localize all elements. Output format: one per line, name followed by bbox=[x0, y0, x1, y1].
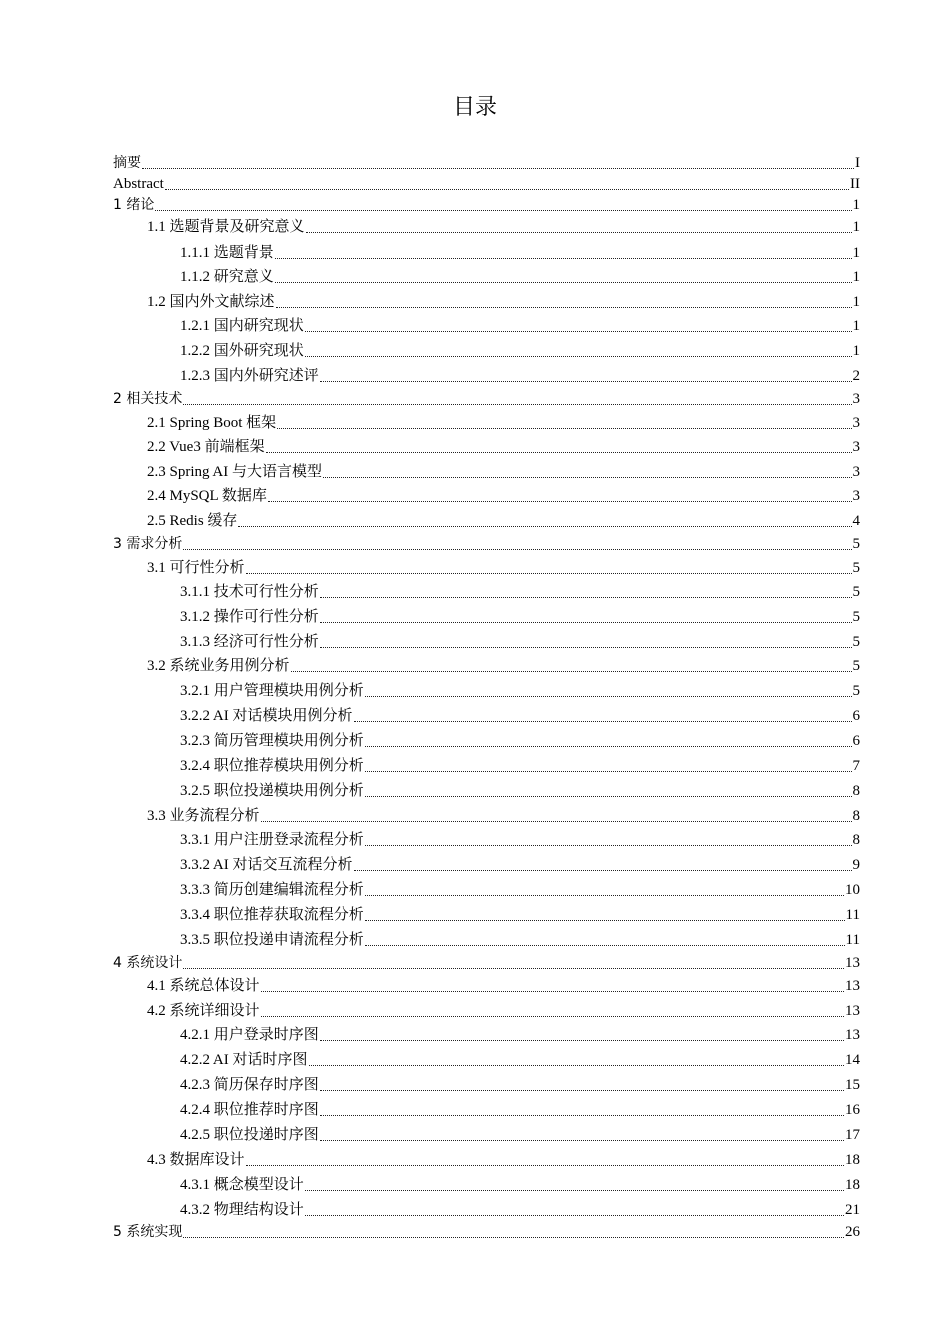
toc-entry-label: 1.2.1 国内研究现状 bbox=[180, 318, 304, 334]
toc-entry-page: 14 bbox=[845, 1052, 860, 1068]
toc-entry[interactable] bbox=[180, 240, 860, 262]
dot-leader bbox=[320, 380, 852, 382]
dot-leader bbox=[320, 1114, 844, 1116]
toc-entry[interactable] bbox=[180, 678, 860, 700]
toc-entry[interactable] bbox=[180, 1072, 860, 1094]
dot-leader bbox=[365, 894, 844, 896]
toc-entry-page: 10 bbox=[845, 882, 860, 898]
dot-leader bbox=[261, 990, 844, 992]
dot-leader bbox=[165, 188, 849, 190]
toc-entry[interactable] bbox=[180, 927, 860, 949]
toc-entry-page: 5 bbox=[852, 658, 860, 674]
dot-leader bbox=[365, 795, 852, 797]
dot-leader bbox=[183, 967, 844, 969]
toc-entry-label: 1.1 选题背景及研究意义 bbox=[147, 219, 305, 235]
toc-entry-page: 5 bbox=[852, 536, 860, 552]
toc-entry[interactable] bbox=[113, 1219, 860, 1241]
toc-entry-page: 3 bbox=[852, 488, 860, 504]
toc-entry-page: 6 bbox=[852, 708, 860, 724]
toc-entry-page: 2 bbox=[852, 368, 860, 384]
toc-entry-label: 4 系统设计 bbox=[113, 955, 183, 971]
toc-entry-label: 3.3.1 用户注册登录流程分析 bbox=[180, 832, 364, 848]
toc-entry[interactable] bbox=[113, 950, 860, 972]
toc-entry-label: 1.1.2 研究意义 bbox=[180, 269, 274, 285]
toc-entry-label: 4.2.3 简历保存时序图 bbox=[180, 1077, 319, 1093]
dot-leader bbox=[277, 427, 851, 429]
toc-entry[interactable] bbox=[113, 192, 860, 214]
toc-entry-page: 8 bbox=[852, 783, 860, 799]
toc-entry-label: 1.2 国内外文献综述 bbox=[147, 294, 275, 310]
toc-entry[interactable] bbox=[147, 803, 860, 825]
toc-entry-page: 3 bbox=[852, 439, 860, 455]
toc-entry-label: 4.2.2 AI 对话时序图 bbox=[180, 1052, 308, 1068]
toc-entry-page: 5 bbox=[852, 609, 860, 625]
toc-entry-label: 3.2.1 用户管理模块用例分析 bbox=[180, 683, 364, 699]
dot-leader bbox=[320, 596, 852, 598]
toc-entry-page: 5 bbox=[852, 683, 860, 699]
toc-entry-page: 1 bbox=[852, 294, 860, 310]
toc-entry-label: 3.2.2 AI 对话模块用例分析 bbox=[180, 708, 353, 724]
toc-entry-page: 7 bbox=[852, 758, 860, 774]
toc-entry-page: 1 bbox=[852, 343, 860, 359]
toc-entry-page: 17 bbox=[845, 1127, 860, 1143]
toc-entry[interactable] bbox=[147, 289, 860, 311]
dot-leader bbox=[266, 451, 852, 453]
toc-entry-page: 5 bbox=[852, 584, 860, 600]
toc-entry-label: 3.2.3 简历管理模块用例分析 bbox=[180, 733, 364, 749]
toc-entry[interactable] bbox=[180, 1197, 860, 1219]
toc-entry[interactable] bbox=[180, 264, 860, 286]
dot-leader bbox=[323, 476, 851, 478]
dot-leader bbox=[268, 500, 852, 502]
dot-leader bbox=[261, 1015, 844, 1017]
toc-entry[interactable] bbox=[147, 410, 860, 432]
toc-entry[interactable] bbox=[147, 434, 860, 456]
toc-entry-label: 1.2.3 国内外研究述评 bbox=[180, 368, 319, 384]
toc-entry[interactable] bbox=[113, 386, 860, 408]
toc-entry-label: 3.1.1 技术可行性分析 bbox=[180, 584, 319, 600]
dot-leader bbox=[183, 403, 851, 405]
toc-entry[interactable] bbox=[180, 1022, 860, 1044]
toc-entry-label: 3.3.5 职位投递申请流程分析 bbox=[180, 932, 364, 948]
toc-entry-page: 13 bbox=[845, 955, 860, 971]
dot-leader bbox=[365, 695, 852, 697]
toc-entry-page: 6 bbox=[852, 733, 860, 749]
toc-entry[interactable] bbox=[147, 214, 860, 236]
dot-leader bbox=[320, 1039, 844, 1041]
toc-entry-page: 5 bbox=[852, 560, 860, 576]
toc-entry-page: I bbox=[855, 155, 860, 171]
toc-entry-label: 4.2.1 用户登录时序图 bbox=[180, 1027, 319, 1043]
toc-entry-label: 2.2 Vue3 前端框架 bbox=[147, 439, 265, 455]
toc-entry[interactable] bbox=[113, 531, 860, 553]
toc-entry-page: 15 bbox=[845, 1077, 860, 1093]
dot-leader bbox=[246, 1164, 844, 1166]
toc-entry-label: 2.4 MySQL 数据库 bbox=[147, 488, 267, 504]
toc-entry-label: 4.3.2 物理结构设计 bbox=[180, 1202, 304, 1218]
toc-entry-label: 3.1 可行性分析 bbox=[147, 560, 245, 576]
page-title: 目录 bbox=[452, 95, 497, 120]
toc-entry[interactable] bbox=[147, 1147, 860, 1169]
toc-entry[interactable] bbox=[180, 753, 860, 775]
toc-entry-label: 1.2.2 国外研究现状 bbox=[180, 343, 304, 359]
toc-entry-label: 4.3.1 概念模型设计 bbox=[180, 1177, 304, 1193]
toc-entry-label: 3.3.3 简历创建编辑流程分析 bbox=[180, 882, 364, 898]
toc-entry[interactable] bbox=[180, 778, 860, 800]
toc-entry-label: 3.3.2 AI 对话交互流程分析 bbox=[180, 857, 353, 873]
toc-entry-page: 1 bbox=[852, 269, 860, 285]
dot-leader bbox=[354, 720, 852, 722]
toc-entry-label: 3.3.4 职位推荐获取流程分析 bbox=[180, 907, 364, 923]
dot-leader bbox=[183, 1236, 844, 1238]
toc-entry-label: 3.1.3 经济可行性分析 bbox=[180, 634, 319, 650]
dot-leader bbox=[238, 525, 851, 527]
toc-entry-page: 1 bbox=[852, 219, 860, 235]
toc-entry[interactable] bbox=[147, 653, 860, 675]
dot-leader bbox=[275, 257, 852, 259]
toc-entry-label: 4.1 系统总体设计 bbox=[147, 978, 260, 994]
toc-entry-label: 4.2 系统详细设计 bbox=[147, 1003, 260, 1019]
dot-leader bbox=[309, 1064, 844, 1066]
toc-entry-page: 16 bbox=[845, 1102, 860, 1118]
toc-entry[interactable] bbox=[147, 459, 860, 481]
toc-entry-label: 3.3 业务流程分析 bbox=[147, 808, 260, 824]
dot-leader bbox=[183, 548, 851, 550]
toc-entry[interactable] bbox=[180, 703, 860, 725]
dot-leader bbox=[305, 330, 852, 332]
toc-entry[interactable] bbox=[180, 902, 860, 924]
dot-leader bbox=[365, 745, 852, 747]
toc-entry-label: 2 相关技术 bbox=[113, 391, 183, 407]
toc-entry[interactable] bbox=[147, 508, 860, 530]
dot-leader bbox=[365, 944, 845, 946]
toc-entry-page: II bbox=[850, 176, 860, 192]
dot-leader bbox=[291, 670, 852, 672]
toc-entry-page: 8 bbox=[852, 832, 860, 848]
toc-entry-page: 18 bbox=[845, 1177, 860, 1193]
toc-entry-label: 3 需求分析 bbox=[113, 536, 183, 552]
toc-entry-label: Abstract bbox=[113, 176, 164, 192]
toc-entry[interactable] bbox=[180, 1122, 860, 1144]
toc-entry-label: 1.1.1 选题背景 bbox=[180, 245, 274, 261]
toc-entry-label: 3.2 系统业务用例分析 bbox=[147, 658, 290, 674]
toc-entry[interactable] bbox=[180, 313, 860, 335]
toc-entry-page: 3 bbox=[852, 415, 860, 431]
toc-entry-page: 3 bbox=[852, 464, 860, 480]
toc-entry-page: 13 bbox=[845, 1027, 860, 1043]
toc-entry-page: 5 bbox=[852, 634, 860, 650]
dot-leader bbox=[261, 820, 852, 822]
toc-entry[interactable] bbox=[113, 171, 860, 193]
toc-entry[interactable] bbox=[147, 555, 860, 577]
toc-entry-page: 4 bbox=[852, 513, 860, 529]
toc-entry-label: 2.5 Redis 缓存 bbox=[147, 513, 238, 529]
toc-entry-page: 18 bbox=[845, 1152, 860, 1168]
toc-entry-page: 13 bbox=[845, 1003, 860, 1019]
toc-entry-page: 26 bbox=[845, 1224, 860, 1240]
dot-leader bbox=[365, 919, 845, 921]
dot-leader bbox=[276, 306, 852, 308]
toc-entry-page: 11 bbox=[845, 932, 860, 948]
dot-leader bbox=[320, 621, 852, 623]
toc-entry[interactable] bbox=[180, 363, 860, 385]
toc-entry-label: 5 系统实现 bbox=[113, 1224, 183, 1240]
toc-entry[interactable] bbox=[113, 150, 860, 172]
toc-entry-page: 9 bbox=[852, 857, 860, 873]
toc-entry[interactable] bbox=[180, 338, 860, 360]
dot-leader bbox=[365, 844, 852, 846]
dot-leader bbox=[155, 209, 851, 211]
toc-entry-page: 3 bbox=[852, 391, 860, 407]
toc-entry-page: 13 bbox=[845, 978, 860, 994]
toc-entry-label: 摘要 bbox=[113, 155, 141, 171]
toc-entry-label: 1 绪论 bbox=[113, 197, 155, 213]
toc-entry-label: 3.2.4 职位推荐模块用例分析 bbox=[180, 758, 364, 774]
toc-entry-page: 1 bbox=[852, 245, 860, 261]
dot-leader bbox=[275, 281, 852, 283]
dot-leader bbox=[320, 1089, 844, 1091]
dot-leader bbox=[246, 572, 852, 574]
toc-entry[interactable] bbox=[180, 579, 860, 601]
toc-entry-label: 4.2.5 职位投递时序图 bbox=[180, 1127, 319, 1143]
toc-entry-page: 1 bbox=[852, 197, 860, 213]
toc-entry[interactable] bbox=[180, 852, 860, 874]
dot-leader bbox=[305, 1189, 844, 1191]
dot-leader bbox=[320, 1139, 844, 1141]
toc-entry-page: 8 bbox=[852, 808, 860, 824]
dot-leader bbox=[354, 869, 852, 871]
toc-entry[interactable] bbox=[180, 827, 860, 849]
toc-entry[interactable] bbox=[180, 1172, 860, 1194]
toc-entry[interactable] bbox=[180, 1097, 860, 1119]
toc-entry-page: 21 bbox=[845, 1202, 860, 1218]
dot-leader bbox=[320, 646, 852, 648]
toc-entry-label: 4.2.4 职位推荐时序图 bbox=[180, 1102, 319, 1118]
dot-leader bbox=[365, 770, 852, 772]
toc-entry-label: 4.3 数据库设计 bbox=[147, 1152, 245, 1168]
toc-entry-label: 2.1 Spring Boot 框架 bbox=[147, 415, 277, 431]
dot-leader bbox=[305, 355, 852, 357]
toc-entry[interactable] bbox=[180, 877, 860, 899]
toc-entry-page: 1 bbox=[852, 318, 860, 334]
toc-entry-label: 2.3 Spring AI 与大语言模型 bbox=[147, 464, 323, 480]
toc-entry[interactable] bbox=[147, 998, 860, 1020]
dot-leader bbox=[305, 1214, 844, 1216]
toc-entry[interactable] bbox=[147, 483, 860, 505]
toc-entry-page: 11 bbox=[845, 907, 860, 923]
dot-leader bbox=[142, 167, 854, 169]
toc-entry[interactable] bbox=[180, 728, 860, 750]
dot-leader bbox=[306, 231, 852, 233]
toc-entry[interactable] bbox=[180, 1047, 860, 1069]
toc-entry-label: 3.2.5 职位投递模块用例分析 bbox=[180, 783, 364, 799]
toc-entry[interactable] bbox=[180, 604, 860, 626]
toc-entry[interactable] bbox=[180, 629, 860, 651]
toc-entry-label: 3.1.2 操作可行性分析 bbox=[180, 609, 319, 625]
toc-entry[interactable] bbox=[147, 973, 860, 995]
